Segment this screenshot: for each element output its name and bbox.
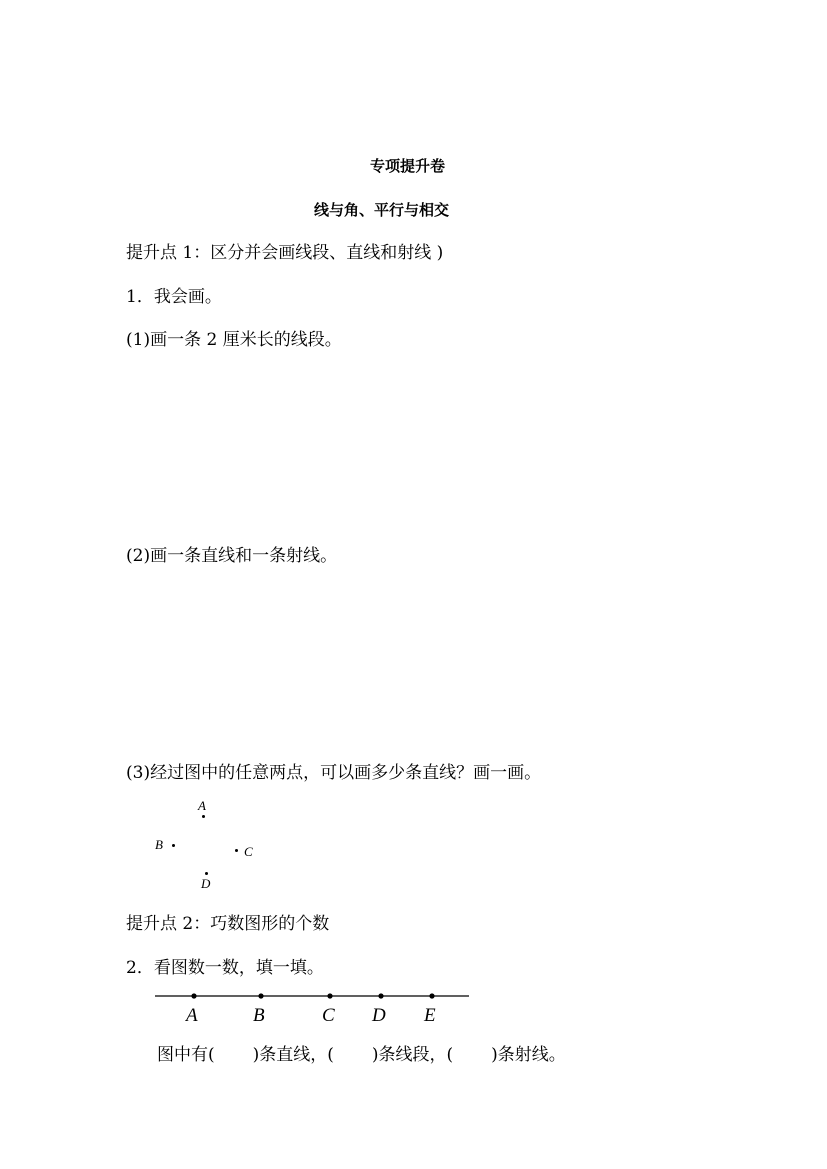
section-1-heading: 提升点 1：区分并会画线段、直线和射线 ) — [126, 243, 444, 263]
line-point-e — [429, 993, 434, 998]
line-label-b: B — [253, 1005, 265, 1026]
question-1-intro: 1．我会画。 — [126, 287, 222, 307]
question-1-part-3: (3)经过图中的任意两点，可以画多少条直线？画一画。 — [126, 763, 542, 783]
point-label-c: C — [244, 844, 253, 859]
answer-text-2: )条直线，( — [252, 1045, 334, 1065]
page-subtitle: 线与角、平行与相交 — [314, 201, 450, 219]
line-point-b — [258, 993, 263, 998]
line-point-a — [191, 993, 196, 998]
question-2-intro: 2．看图数一数，填一填。 — [126, 958, 324, 978]
line-label-c: C — [322, 1005, 335, 1026]
point-label-d: D — [201, 876, 211, 891]
line-point-c — [327, 993, 332, 998]
question-2-answer-line — [157, 1045, 566, 1065]
answer-text-4: )条射线。 — [491, 1045, 566, 1065]
answer-text-3: )条线段，( — [371, 1045, 454, 1065]
page-title: 专项提升卷 — [370, 157, 446, 175]
line-label-d: D — [372, 1005, 386, 1026]
point-label-b: B — [155, 837, 163, 852]
line-label-e: E — [424, 1005, 436, 1026]
answer-text-1: 图中有( — [157, 1045, 215, 1065]
question-1-part-2: (2)画一条直线和一条射线。 — [126, 546, 338, 566]
point-label-a: A — [198, 798, 206, 813]
section-2-heading: 提升点 2：巧数图形的个数 — [126, 914, 330, 934]
line-label-a: A — [186, 1005, 198, 1026]
line-point-d — [378, 993, 383, 998]
question-1-part-1: (1)画一条 2 厘米长的线段。 — [126, 330, 342, 350]
